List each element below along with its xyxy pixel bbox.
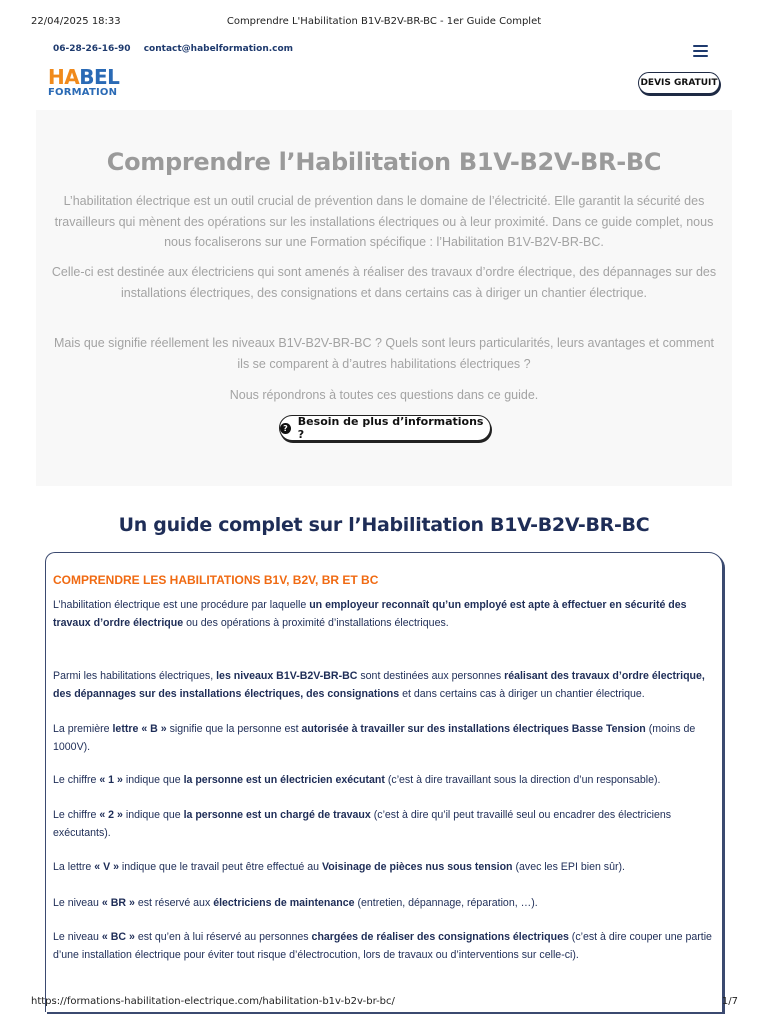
phone-link[interactable]: 06-28-26-16-90 [53,44,131,54]
hero-paragraph-3: Mais que signifie réellement les niveaux B1V-B2V-BR-BC ? Quels sont leurs particularités, leurs avantages et comment ils se comparent à d’autres habilitations électriques ? [53,336,715,371]
guide-card [45,552,723,1012]
paragraph-digit-2: Le chiffre « 2 » indique que la personne est un chargé de travaux (c’est à dire qu’il peut travaillé seul ou encadrer des électriciens exécutants). [53,809,672,839]
paragraph-digit-1: Le chiffre « 1 » indique que la personne est un électricien exécutant (c’est à dire travaillant sous la direction d’un responsable). [53,774,661,786]
habel-formation-logo[interactable] [48,67,118,99]
paragraph-levels: Parmi les habilitations électriques, les niveaux B1V-B2V-BR-BC sont destinées aux personnes réalisant des travaux d’ordre électrique, des dépannages sur des installations électriques, des consignations et dans certains cas à diriger un chantier électrique. [53,670,705,700]
more-info-label: Besoin de plus d’informations ? [297,415,484,441]
hero-paragraph-2: Celle-ci est destinée aux électriciens qui sont amenés à réaliser des travaux d’ordre électrique, des dépannages sur des installations électriques, des consignations et dans certains cas à diriger un chantier électrique. [51,265,717,300]
print-url: https://formations-habilitation-electrique.com/habilitation-b1v-b2v-br-bc/ [31,996,395,1007]
print-footer [0,996,768,1010]
hero-paragraph-4: Nous répondrons à toutes ces questions dans ce guide. [229,388,539,402]
paragraph-letter-b: La première lettre « B » signifie que la personne est autorisée à travailler sur des installations électriques Basse Tension (moins de 1000V). [53,723,696,753]
section-heading: COMPRENDRE LES HABILITATIONS B1V, B2V, BR ET BC [53,573,379,587]
logo-text-formation: FORMATION [48,87,118,98]
contact-bar [53,44,303,54]
paragraph-definition: L’habilitation électrique est une procédure par laquelle un employeur reconnaît qu’un employé est apte à effectuer en sécurité des travaux d’ordre électrique ou des opérations à proximité d’installations électriques. [53,599,687,629]
page-title: Comprendre l’Habilitation B1V-B2V-BR-BC [106,148,662,176]
print-page-number: 1/7 [721,996,738,1007]
logo-text-bel: BEL [79,65,120,89]
hero-section [36,110,732,486]
print-date: 22/04/2025 18:33 [31,16,121,27]
devis-gratuit-button[interactable]: DEVIS GRATUIT [638,72,720,94]
print-title: Comprendre L'Habilitation B1V-B2V-BR-BC - 1er Guide Complet [226,16,542,27]
hamburger-menu-icon[interactable] [693,45,708,57]
paragraph-level-bc: Le niveau « BC » est qu’en à lui réservé au personnes chargées de réaliser des consignations électriques (c’est à dire couper une partie d’une installation électrique pour éviter tout risque d’électrocution, lors de travaux ou d’interventions sur celle-ci). [53,931,712,961]
hero-paragraph-1: L’habilitation électrique est un outil crucial de prévention dans le domaine de l’électricité. Elle garantit la sécurité des travailleurs qui mènent des opérations sur les installations électriques ou à leur proximité. Dans ce guide complet, nous nous focaliserons sur une Formation spécifique : l’Habilitation B1V-B2V-BR-BC. [54,194,714,249]
logo-text-ha: HA [48,65,80,89]
paragraph-level-br: Le niveau « BR » est réservé aux électriciens de maintenance (entretien, dépannage, réparation, …). [53,897,538,909]
print-header [0,16,768,30]
more-info-button[interactable] [279,415,491,441]
question-circle-icon: ? [280,423,291,434]
paragraph-letter-v: La lettre « V » indique que le travail peut être effectué au Voisinage de pièces nus sous tension (avec les EPI bien sûr). [53,861,625,873]
email-link[interactable]: contact@habelformation.com [143,44,294,54]
guide-heading: Un guide complet sur l’Habilitation B1V-B2V-BR-BC [118,514,650,536]
